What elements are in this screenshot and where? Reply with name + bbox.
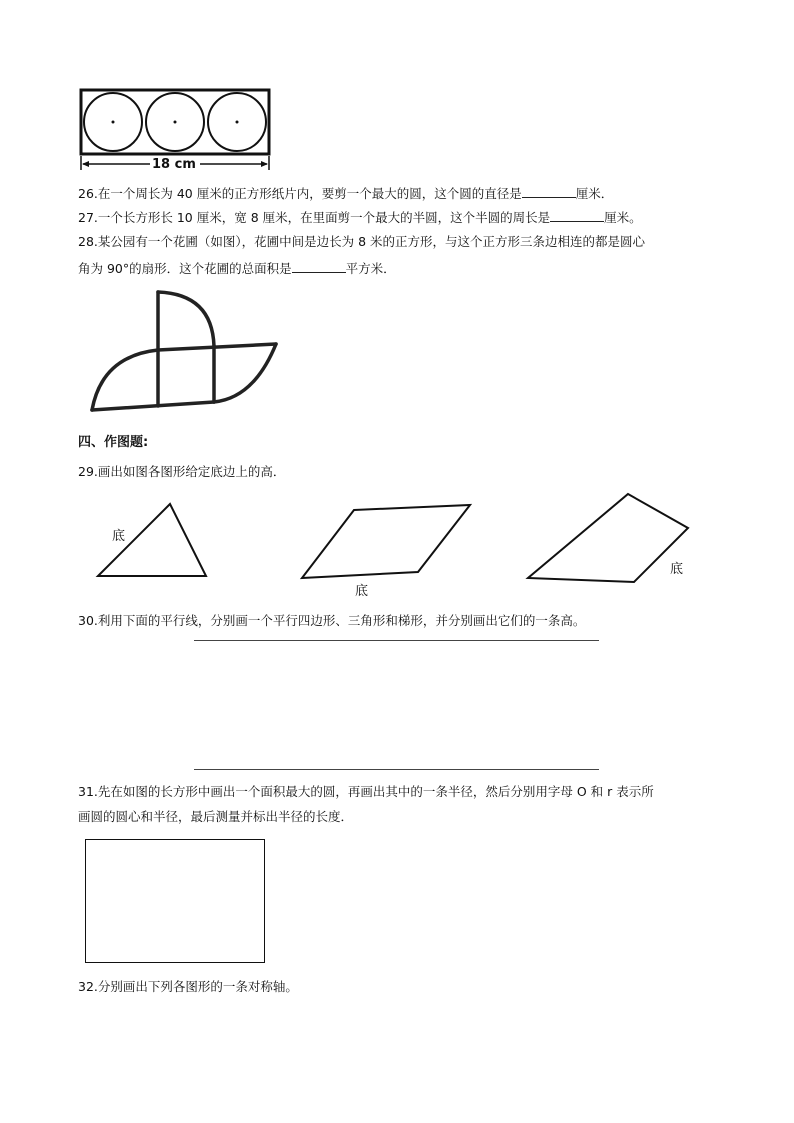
question-32: 32.分别画出下列各图形的一条对称轴。	[78, 979, 298, 994]
question-28-text: 角为 90°的扇形．这个花圃的总面积是	[78, 261, 292, 276]
parallelogram-shape	[298, 502, 474, 582]
question-27	[78, 208, 642, 227]
dimension-label: 18 cm	[152, 157, 196, 172]
question-27-unit: 厘米。	[604, 210, 642, 225]
question-30: 30.利用下面的平行线，分别画一个平行四边形、三角形和梯形，并分别画出它们的一条高。	[78, 613, 586, 628]
question-28-line1: 28.某公园有一个花圃（如图），花圃中间是边长为 8 米的正方形，与这个正方形三条边相连的都是圆心	[78, 234, 646, 249]
answer-blank-27[interactable]	[550, 208, 604, 222]
answer-blank-28[interactable]	[292, 259, 346, 273]
question-27-text: 27.一个长方形长 10 厘米，宽 8 厘米，在里面剪一个最大的半圆，这个半圆的周长是	[78, 210, 551, 225]
question-28-unit: 平方米．	[345, 261, 396, 276]
triangle-base-label: 底	[112, 529, 126, 544]
question-26-unit: 厘米．	[575, 186, 614, 201]
trapezoid-base-label: 底	[670, 562, 684, 577]
section-heading: 四、作图题:	[78, 435, 149, 450]
drawing-rectangle[interactable]	[85, 839, 265, 963]
question-26	[78, 184, 613, 203]
question-26-text: 26.在一个周长为 40 厘米的正方形纸片内，要剪一个最大的圆，这个圆的直径是	[78, 186, 522, 201]
answer-blank-26[interactable]	[522, 184, 576, 198]
question-29: 29.画出如图各图形给定底边上的高．	[78, 464, 286, 479]
question-31-line2: 画圆的圆心和半径，最后测量并标出半径的长度．	[78, 809, 354, 824]
parallel-line-bottom	[194, 769, 599, 770]
parallelogram-base-label: 底	[355, 584, 369, 599]
parallel-line-top	[194, 640, 599, 641]
question-31-line1: 31.先在如图的长方形中画出一个面积最大的圆，再画出其中的一条半径，然后分别用字母 O 和 r 表示所	[78, 784, 654, 799]
garden-figure	[86, 286, 282, 414]
question-28-line2	[78, 259, 396, 278]
